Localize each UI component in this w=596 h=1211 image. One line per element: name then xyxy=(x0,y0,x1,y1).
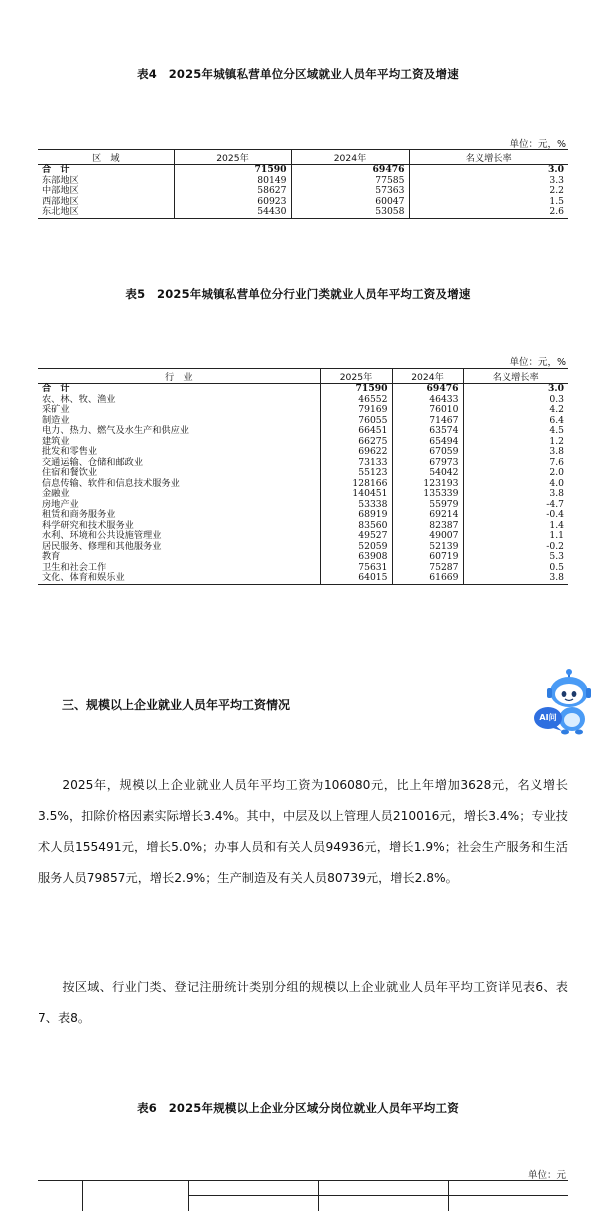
table5-cell-name: 信息传输、软件和信息技术服务业 xyxy=(42,477,180,489)
table6-divider xyxy=(82,1181,83,1211)
table5-cell-2025: 68919 xyxy=(320,510,392,521)
table4-row xyxy=(38,207,568,218)
table5-cell-2024: 123193 xyxy=(392,479,463,490)
table5-cell-2025: 46552 xyxy=(320,395,392,406)
table5-cell-2025: 128166 xyxy=(320,479,392,490)
table5-cell-2025: 69622 xyxy=(320,447,392,458)
table5-cell-2025: 140451 xyxy=(320,489,392,500)
table4-cell-2024: 53058 xyxy=(291,207,409,218)
table5-total-row xyxy=(38,384,568,395)
table5-cell-growth: 4.5 xyxy=(463,426,568,437)
table5-cell-name: 建筑业 xyxy=(42,435,70,447)
table4-cell-name: 中部地区 xyxy=(42,185,79,196)
table5-cell-name: 金融业 xyxy=(42,488,70,499)
table6-unit: 单位：元 xyxy=(527,1170,566,1181)
table5-cell-name: 交通运输、仓储和邮政业 xyxy=(42,456,144,468)
table5-cell-name: 卫生和社会工作 xyxy=(42,561,107,573)
table5 xyxy=(38,368,568,585)
table5-cell-name: 租赁和商务服务业 xyxy=(42,509,116,520)
table4-cell-2024: 60047 xyxy=(291,197,409,208)
table4-row xyxy=(38,186,568,197)
table5-unit: 单位：元，% xyxy=(509,357,566,368)
table4-header-region: 区 域 xyxy=(38,150,174,165)
section-paragraph-2: 按区域、行业门类、登记注册统计类别分组的规模以上企业就业人员年平均工资详见表6、表7、表8。 xyxy=(38,980,568,1025)
table6-title: 表6 2025年规模以上企业分区域分岗位就业人员年平均工资 xyxy=(137,1101,459,1115)
table5-row xyxy=(38,426,568,437)
table4-cell-2025: 54430 xyxy=(174,207,291,218)
table4-body xyxy=(38,165,568,219)
table5-cell-2024: 69476 xyxy=(392,384,463,395)
table6-divider xyxy=(318,1181,319,1211)
table4-cell-2024: 57363 xyxy=(291,186,409,197)
ai-assistant-button[interactable] xyxy=(532,668,594,736)
table5-cell-name: 教育 xyxy=(42,551,61,562)
table5-row xyxy=(38,489,568,500)
table5-cell-growth: -0.2 xyxy=(463,542,568,553)
table5-row xyxy=(38,405,568,416)
table5-cell-2025: 63908 xyxy=(320,552,392,563)
table5-row xyxy=(38,573,568,584)
table6-partial xyxy=(38,1180,568,1211)
table5-cell-2024: 61669 xyxy=(392,573,463,584)
table4-row xyxy=(38,176,568,187)
table5-cell-growth: 3.8 xyxy=(463,573,568,584)
table5-cell-2025: 55123 xyxy=(320,468,392,479)
table5-cell-growth: 1.1 xyxy=(463,531,568,542)
table4-header-2025: 2025年 xyxy=(174,150,291,165)
table4-cell-growth: 2.2 xyxy=(409,186,568,197)
table5-body xyxy=(38,384,568,585)
ai-assistant-badge: AI问 xyxy=(539,713,557,722)
table5-row xyxy=(38,447,568,458)
table5-header-2025: 2025年 xyxy=(320,369,392,384)
table4-row xyxy=(38,197,568,208)
table5-cell-2025: 79169 xyxy=(320,405,392,416)
table4-cell-2024: 69476 xyxy=(291,165,409,176)
table5-cell-growth: 0.5 xyxy=(463,563,568,574)
robot-assistant-icon xyxy=(532,668,594,736)
table4-title: 表4 2025年城镇私营单位分区域就业人员年平均工资及增速 xyxy=(137,67,459,81)
table5-cell-2024: 75287 xyxy=(392,563,463,574)
table5-row xyxy=(38,479,568,490)
table5-cell-growth: 3.8 xyxy=(463,447,568,458)
table5-row xyxy=(38,395,568,406)
table5-cell-2024: 54042 xyxy=(392,468,463,479)
table5-cell-growth: 5.3 xyxy=(463,552,568,563)
table5-cell-2024: 69214 xyxy=(392,510,463,521)
table5-cell-name: 电力、热力、燃气及水生产和供应业 xyxy=(42,425,189,436)
table5-cell-growth: 0.3 xyxy=(463,395,568,406)
table5-cell-2025: 49527 xyxy=(320,531,392,542)
table4-cell-2024: 77585 xyxy=(291,176,409,187)
table5-cell-2024: 82387 xyxy=(392,521,463,532)
table5-cell-2024: 55979 xyxy=(392,500,463,511)
table5-cell-name: 房地产业 xyxy=(42,498,79,510)
table5-cell-growth: 7.6 xyxy=(463,458,568,469)
table4-cell-name: 合 计 xyxy=(42,164,70,175)
table5-cell-name: 制造业 xyxy=(42,414,70,426)
table5-row xyxy=(38,552,568,563)
section-heading: 三、规模以上企业就业人员年平均工资情况 xyxy=(62,698,291,712)
table5-row xyxy=(38,500,568,511)
table4-cell-name: 东北地区 xyxy=(42,206,79,217)
table5-cell-growth: 3.0 xyxy=(463,384,568,395)
table4-cell-growth: 3.3 xyxy=(409,176,568,187)
table5-row xyxy=(38,437,568,448)
table4-total-row xyxy=(38,165,568,176)
table5-cell-growth: 1.2 xyxy=(463,437,568,448)
table4-cell-growth: 1.5 xyxy=(409,197,568,208)
table5-header-growth: 名义增长率 xyxy=(463,369,568,384)
table5-cell-2025: 53338 xyxy=(320,500,392,511)
table5-cell-2025: 75631 xyxy=(320,563,392,574)
table4-cell-growth: 3.0 xyxy=(409,165,568,176)
table6-divider xyxy=(188,1195,568,1196)
table4-cell-2025: 58627 xyxy=(174,186,291,197)
table4-cell-name: 西部地区 xyxy=(42,195,79,207)
table5-cell-2024: 46433 xyxy=(392,395,463,406)
table5-cell-name: 住宿和餐饮业 xyxy=(42,467,98,478)
table5-cell-growth: 4.2 xyxy=(463,405,568,416)
table4-cell-2025: 71590 xyxy=(174,165,291,176)
table5-cell-growth: 4.0 xyxy=(463,479,568,490)
table5-header-row xyxy=(38,369,568,384)
table5-cell-name: 水利、环境和公共设施管理业 xyxy=(42,530,162,541)
table5-header-2024: 2024年 xyxy=(392,369,463,384)
table5-row xyxy=(38,531,568,542)
table5-cell-name: 合 计 xyxy=(42,383,70,394)
table5-cell-name: 科学研究和技术服务业 xyxy=(42,519,134,531)
section-paragraph-1: 2025年，规模以上企业就业人员年平均工资为106080元，比上年增加3628元，名义增长3.5%，扣除价格因素实际增长3.4%。其中，中层及以上管理人员210016元，增长3.4%；专业技术人员155491元，增长5.0%；办事人员和有关人员94936元，增长1.9%；社会生产服务和生活服务人员79857元，增长2.9%；生产制造及有关人员80739元，增长2.8%。 xyxy=(38,778,568,885)
table5-cell-name: 农、林、牧、渔业 xyxy=(42,393,116,405)
table5-cell-2025: 66275 xyxy=(320,437,392,448)
table6-divider xyxy=(188,1181,189,1211)
table5-cell-2024: 52139 xyxy=(392,542,463,553)
table5-row xyxy=(38,510,568,521)
table5-cell-name: 居民服务、修理和其他服务业 xyxy=(42,540,162,552)
table5-cell-name: 采矿业 xyxy=(42,404,70,415)
table5-cell-2024: 67973 xyxy=(392,458,463,469)
table4-cell-2025: 80149 xyxy=(174,176,291,187)
table5-cell-2024: 49007 xyxy=(392,531,463,542)
table5-cell-2025: 66451 xyxy=(320,426,392,437)
table5-cell-2024: 76010 xyxy=(392,405,463,416)
table5-cell-2025: 64015 xyxy=(320,573,392,584)
table5-cell-2024: 71467 xyxy=(392,416,463,427)
table5-cell-growth: -0.4 xyxy=(463,510,568,521)
table5-cell-2025: 83560 xyxy=(320,521,392,532)
table5-cell-2025: 76055 xyxy=(320,416,392,427)
table5-title: 表5 2025年城镇私营单位分行业门类就业人员年平均工资及增速 xyxy=(125,287,471,301)
table5-cell-growth: 3.8 xyxy=(463,489,568,500)
table4-cell-growth: 2.6 xyxy=(409,207,568,218)
table5-cell-2024: 65494 xyxy=(392,437,463,448)
table5-cell-2025: 71590 xyxy=(320,384,392,395)
table4 xyxy=(38,149,568,219)
table4-cell-name: 东部地区 xyxy=(42,174,79,186)
table5-cell-2025: 52059 xyxy=(320,542,392,553)
table5-cell-growth: 1.4 xyxy=(463,521,568,532)
table5-cell-name: 文化、体育和娱乐业 xyxy=(42,572,125,583)
table5-cell-growth: -4.7 xyxy=(463,500,568,511)
table5-cell-2024: 60719 xyxy=(392,552,463,563)
table5-cell-name: 批发和零售业 xyxy=(42,446,98,457)
table4-header-row xyxy=(38,150,568,165)
table5-cell-2024: 135339 xyxy=(392,489,463,500)
table5-cell-growth: 2.0 xyxy=(463,468,568,479)
table4-unit: 单位：元，% xyxy=(509,139,566,150)
table4-cell-2025: 60923 xyxy=(174,197,291,208)
table5-header-industry: 行 业 xyxy=(38,369,320,384)
table4-header-growth: 名义增长率 xyxy=(409,150,568,165)
table5-cell-2025: 73133 xyxy=(320,458,392,469)
table5-cell-growth: 6.4 xyxy=(463,416,568,427)
table5-cell-2024: 67059 xyxy=(392,447,463,458)
table5-row xyxy=(38,542,568,553)
table5-row xyxy=(38,468,568,479)
table5-cell-2024: 63574 xyxy=(392,426,463,437)
table6-divider xyxy=(448,1181,449,1211)
table4-header-2024: 2024年 xyxy=(291,150,409,165)
table5-row xyxy=(38,458,568,469)
